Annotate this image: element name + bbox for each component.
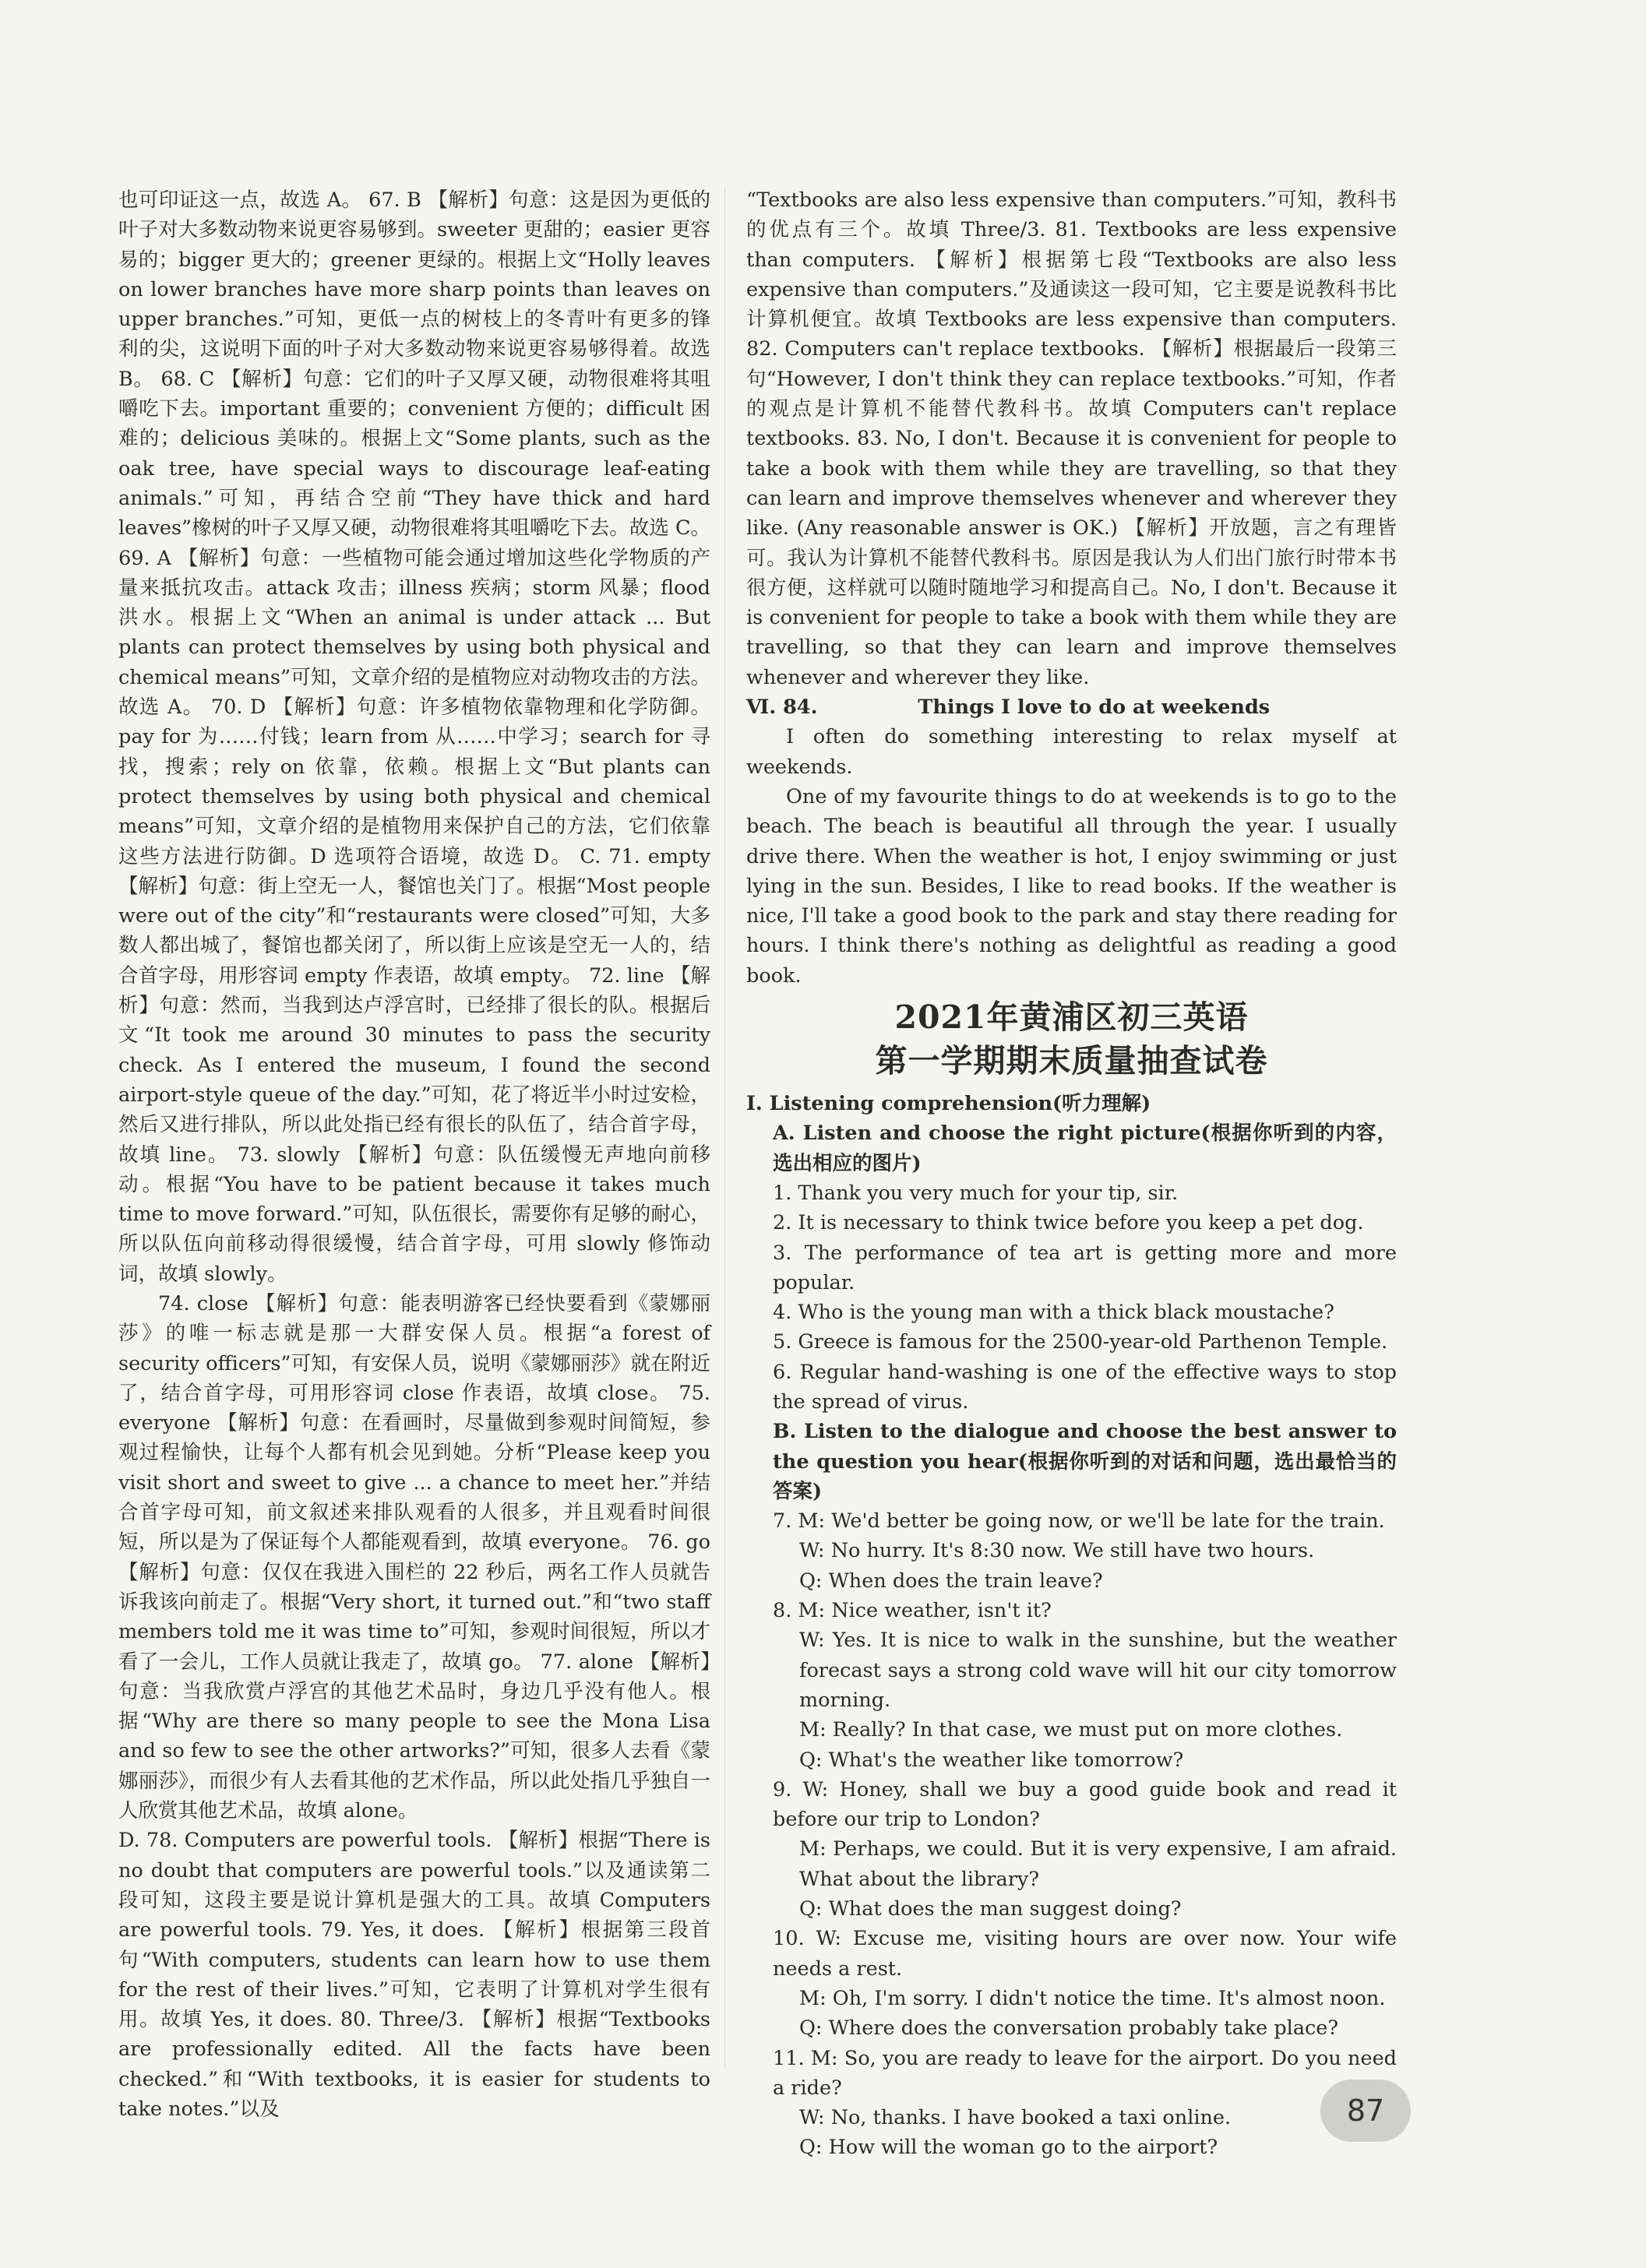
question-item: 2. It is necessary to think twice before you keep a pet dog. xyxy=(773,1211,1364,1235)
question-item: 6. Regular hand-washing is one of the effective ways to stop the spread of virus. xyxy=(773,1360,1397,1414)
question-item: 5. Greece is famous for the 2500-year-old Parthenon Temple. xyxy=(773,1330,1388,1354)
essay-paragraph: I often do something interesting to relax myself at weekends. xyxy=(746,725,1397,779)
dialogue-line: M: Really? In that case, we must put on more clothes. xyxy=(799,1718,1343,1742)
column-divider xyxy=(724,187,725,2068)
dialogue-line: Q: How will the woman go to the airport? xyxy=(799,2136,1218,2160)
dialogue-line: Q: What's the weather like tomorrow? xyxy=(799,1748,1184,1772)
answer-text-block: 74. close 【解析】句意：能表明游客已经快要看到《蒙娜丽莎》的唯一标志就是那一大群安保人员。根据“a forest of security officers”可知，有安保人员，说明《蒙娜丽莎》就在附近了，结合首字母，可用形容词 close 作表语，故填 close。 75. everyone 【解析】句意：在看画时，尽量做到参观时间简短，参观过程愉快，让每个人都有机会见到她。分析“Please keep you visit short and sweet to give ... a chance to meet her.”并结合首字母可知，前文叙述来排队观看的人很多，并且观看时间很短，所以是为了保证每个人都能观看到，故填 everyone。 76. go 【解析】句意：仅仅在我进入围栏的 22 秒后，两名工作人员就告诉我该向前走了。根据“Very short, it turned out.”和“two staff members told me it was time to”可知，参观时间很短，所以才看了一会儿，工作人员就让我走了，故填 go。 77. alone 【解析】句意：当我欣赏卢浮宫的其他艺术品时，身边几乎没有他人。根据“Why are there so many people to see the Mona Lisa and so few to see the other artworks?”可知，很多人去看《蒙娜丽莎》，而很少有人去看其他的艺术作品，所以此处指几乎独自一人欣赏其他艺术品，故填 alone。 xyxy=(118,1291,710,1823)
essay-label: Ⅵ. 84. xyxy=(746,696,818,720)
dialogue-line: W: No hurry. It's 8:30 now. We still have two hours. xyxy=(799,1539,1315,1563)
essay-paragraph: One of my favourite things to do at weekends is to go to the beach. The beach is beautiful all through the year. I usually drive there. When the weather is hot, I enjoy swimming or just lying in the sun. Besides, I like to read books. If the weather is nice, I'll take a good book to the park and stay there reading for hours. I think there's nothing as delightful as reading a good book. xyxy=(746,784,1397,988)
dialogue-line: 8. M: Nice weather, isn't it? xyxy=(773,1599,1052,1623)
question-item: 4. Who is the young man with a thick black moustache? xyxy=(773,1301,1334,1325)
left-column xyxy=(118,185,710,2124)
essay-heading xyxy=(746,692,1397,722)
question-item: 3. The performance of tea art is getting more and more popular. xyxy=(773,1241,1397,1294)
dialogue-line: 7. M: We'd better be going now, or we'll be late for the train. xyxy=(773,1509,1385,1534)
dialogue-line: 10. W: Excuse me, visiting hours are over now. Your wife needs a rest. xyxy=(773,1927,1397,1981)
answer-text-block: “Textbooks are also less expensive than computers.”可知，教科书的优点有三个。故填 Three/3. 81. Textbooks are less expensive than computers. 【解析】根据第七段“Textbooks are also less expensive than computers.”及通读这一段可知，它主要是说教科书比计算机便宜。故填 Textbooks are less expensive than computers. 82. Computers can't replace textbooks. 【解析】根据最后一段第三句“However, I don't think they can replace textbooks.”可知，作者的观点是计算机不能替代教科书。故填 Computers can't replace textbooks. 83. No, I don't. Because it is convenient for people to take a book with them while they are travelling, so that they can learn and improve themselves whenever and wherever they like. (Any reasonable answer is OK.) 【解析】开放题，言之有理皆可。我认为计算机不能替代教科书。原因是我认为人们出门旅行时带本书很方便，这样就可以随时随地学习和提高自己。No, I don't. Because it is convenient for people to take a book with them while they are travelling, so that they can learn and improve themselves whenever and wherever they like. xyxy=(746,188,1397,689)
exam-title-line: 2021年黄浦区初三英语 xyxy=(894,998,1249,1037)
dialogue-line: 9. W: Honey, shall we buy a good guide book and read it before our trip to London? xyxy=(773,1777,1397,1832)
dialogue-line: Q: What does the man suggest doing? xyxy=(799,1897,1182,1921)
page-number: 87 xyxy=(1320,2080,1411,2142)
dialogue-line: Q: When does the train leave? xyxy=(799,1569,1103,1593)
dialogue-line: M: Perhaps, we could. But it is very expensive, I am afraid. What about the library? xyxy=(799,1837,1397,1891)
dialogue-line: W: No, thanks. I have booked a taxi online. xyxy=(799,2106,1232,2130)
dialogue-line: M: Oh, I'm sorry. I didn't notice the time. It's almost noon. xyxy=(799,1986,1386,2010)
dialogue-line: Q: Where does the conversation probably take place? xyxy=(799,2016,1339,2041)
exam-title-line: 第一学期期末质量抽查试卷 xyxy=(875,1042,1268,1080)
dialogue-line: 11. M: So, you are ready to leave for the airport. Do you need a ride? xyxy=(773,2046,1397,2100)
section-heading: Ⅰ. Listening comprehension(听力理解) xyxy=(746,1092,1151,1116)
essay-title: Things I love to do at weekends xyxy=(918,696,1271,720)
answer-text-block: 也可印证这一点，故选 A。 67. B 【解析】句意：这是因为更低的叶子对大多数动物来说更容易够到。sweeter 更甜的；easier 更容易的；bigger 更大的；greener 更绿的。根据上文“Holly leaves on lower branches have more sharp points than leaves on upper branches.”可知，更低一点的树枝上的冬青叶有更多的锋利的尖，这说明下面的叶子对大多数动物来说更容易够得着。故选 B。 68. C 【解析】句意：它们的叶子又厚又硬，动物很难将其咀嚼吃下去。important 重要的；convenient 方便的；difficult 困难的；delicious 美味的。根据上文“Some plants, such as the oak tree, have special ways to discourage leaf-eating animals.”可知，再结合空前“They have thick and hard leaves”橡树的叶子又厚又硬，动物很难将其咀嚼吃下去。故选 C。 69. A 【解析】句意：一些植物可能会通过增加这些化学物质的产量来抵抗攻击。attack 攻击；illness 疾病；storm 风暴；flood 洪水。根据上文“When an animal is under attack ... But plants can protect themselves by using both physical and chemical means”可知，文章介绍的是植物应对动物攻击的方法。故选 A。 70. D 【解析】句意：许多植物依靠物理和化学防御。pay for 为……付钱；learn from 从……中学习；search for 寻找，搜索；rely on 依靠，依赖。根据上文“But plants can protect themselves by using both physical and chemical means”可知，文章介绍的是植物用来保护自己的方法，它们依靠这些方法进行防御。D 选项符合语境，故选 D。 C. 71. empty 【解析】句意：街上空无一人，餐馆也关门了。根据“Most people were out of the city”和“restaurants were closed”可知，大多数人都出城了，餐馆也都关闭了，所以街上应该是空无一人的，结合首字母，用形容词 empty 作表语，故填 empty。 72. line 【解析】句意：然而，当我到达卢浮宫时，已经排了很长的队。根据后文“It took me around 30 minutes to pass the security check. As I entered the museum, I found the second airport-style queue of the day.”可知，花了将近半小时过安检，然后又进行排队，所以此处指已经有很长的队伍了，结合首字母，故填 line。 73. slowly 【解析】句意：队伍缓慢无声地向前移动。根据“You have to be patient because it takes much time to move forward.”可知，队伍很长，需要你有足够的耐心，所以队伍向前移动得很缓慢，结合首字母，可用 slowly 修饰动词，故填 slowly。 xyxy=(118,188,710,1286)
question-item: 1. Thank you very much for your tip, sir. xyxy=(773,1181,1179,1205)
part-heading: A. Listen and choose the right picture(根据你听到的内容，选出相应的图片) xyxy=(773,1122,1397,1175)
dialogue-line: W: Yes. It is nice to walk in the sunshine, but the weather forecast says a strong cold wave will hit our city tomorrow morning. xyxy=(799,1629,1397,1712)
answer-text-block: D. 78. Computers are powerful tools. 【解析】根据“There is no doubt that computers are powerful tools.”以及通读第二段可知，这段主要是说计算机是强大的工具。故填 Computers are powerful tools. 79. Yes, it does. 【解析】根据第三段首句“With computers, students can learn how to use them for the rest of their lives.”可知，它表明了计算机对学生很有用。故填 Yes, it does. 80. Three/3. 【解析】根据“Textbooks are professionally edited. All the facts have been checked.”和“With textbooks, it is easier for students to take notes.”以及 xyxy=(118,1829,710,2121)
exam-title xyxy=(746,995,1397,1083)
part-heading: B. Listen to the dialogue and choose the best answer to the question you hear(根据你听到的对话和问题，选出最恰当的答案) xyxy=(773,1420,1397,1503)
right-column xyxy=(746,185,1397,2163)
